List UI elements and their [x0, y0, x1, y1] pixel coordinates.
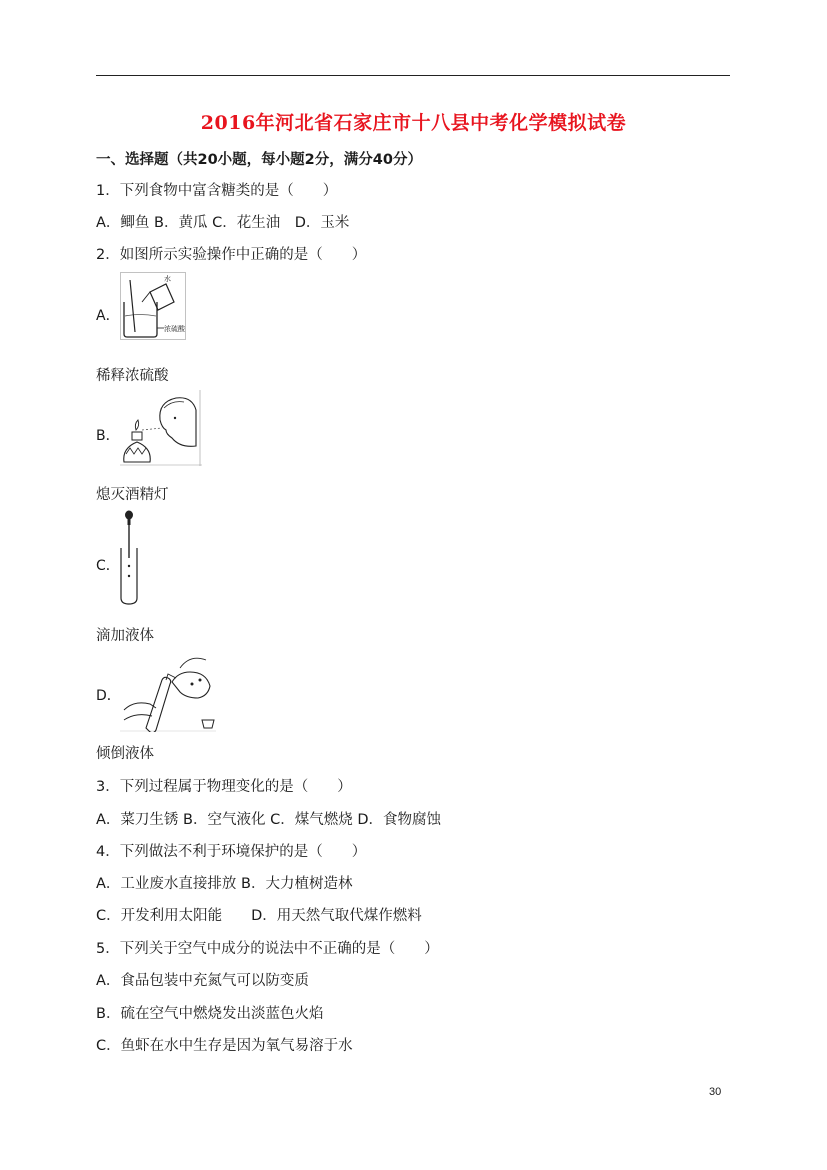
dilute-acid-figure	[120, 272, 186, 340]
question-2-stem: 2．如图所示实验操作中正确的是（ ）	[96, 247, 367, 263]
option-b-caption: 熄灭酒精灯	[96, 487, 169, 503]
page-number: 30	[709, 1086, 722, 1098]
question-5-option-b: B．硫在空气中燃烧发出淡蓝色火焰	[96, 1006, 324, 1022]
option-a-caption: 稀释浓硫酸	[96, 368, 169, 384]
question-5-option-a: A．食品包装中充氮气可以防变质	[96, 973, 309, 989]
question-4-options-row-2: C．开发利用太阳能 D．用天然气取代煤作燃料	[96, 908, 422, 924]
exam-title: 2016年河北省石家庄市十八县中考化学模拟试卷	[200, 112, 627, 134]
option-d-label: D．	[96, 688, 121, 704]
option-a-label: A．	[96, 308, 120, 324]
option-b-label: B．	[96, 428, 120, 444]
header-rule	[96, 75, 730, 76]
option-d-caption: 倾倒液体	[96, 746, 154, 762]
acid-label: 浓硫酸	[164, 325, 185, 333]
question-3-options: A．菜刀生锈 B．空气液化 C．煤气燃烧 D．食物腐蚀	[96, 812, 441, 828]
dropper-figure	[118, 510, 140, 606]
question-5-option-c: C．鱼虾在水中生存是因为氧气易溶于水	[96, 1038, 353, 1054]
water-label: 水	[164, 275, 171, 283]
question-4-stem: 4．下列做法不利于环境保护的是（ ）	[96, 844, 367, 860]
question-3-stem: 3．下列过程属于物理变化的是（ ）	[96, 779, 352, 795]
question-4-options-row-1: A．工业废水直接排放 B．大力植树造林	[96, 876, 353, 892]
pouring-liquid-figure	[120, 650, 216, 732]
section-heading: 一、选择题（共20小题，每小题2分，满分40分）	[96, 152, 422, 168]
alcohol-lamp-figure	[120, 390, 202, 466]
question-5-stem: 5．下列关于空气中成分的说法中不正确的是（ ）	[96, 941, 439, 957]
question-1-stem: 1．下列食物中富含糖类的是（ ）	[96, 183, 338, 199]
question-1-options: A．鲫鱼 B．黄瓜 C．花生油 D．玉米	[96, 215, 350, 231]
option-c-caption: 滴加液体	[96, 628, 154, 644]
option-c-label: C．	[96, 558, 120, 574]
